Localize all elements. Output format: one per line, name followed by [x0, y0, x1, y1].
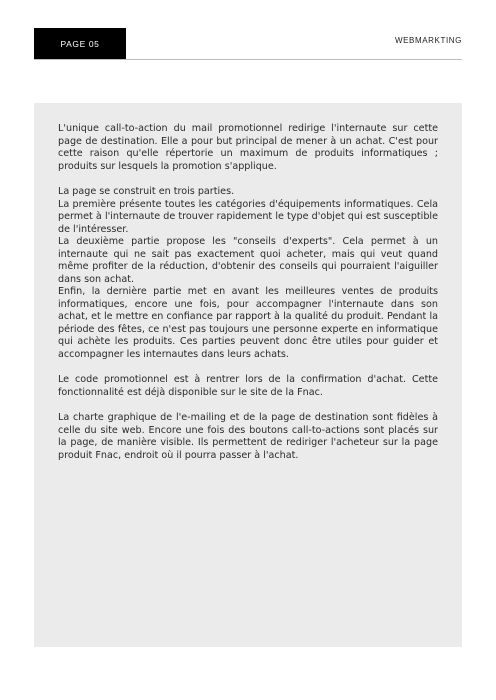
page-number-tab — [34, 28, 126, 60]
brand-label: WEBMARKTING — [394, 36, 462, 45]
paragraph-line: Enfin, la dernière partie met en avant les meilleures ventes de produits informatiques, encore une fois, pour accompagner l'internaute dans son achat, et le mettre en confiance par rapport à la qualité du produit. Pendant la période des fêtes, ce n'est pas toujours une personne experte en informatique qui achète les produits. Ces parties peuvent donc être utiles pour guider et accompagner les internautes dans leurs achats. — [58, 286, 438, 360]
paragraph-line: La charte graphique de l'e-mailing et de la page de destination sont fidèles à celle du site web. Encore une fois des boutons call-to-actions sont placés sur la page, de manière visible. Ils permettent de rediriger l'acheteur sur la page produit Fnac, endroit où il pourra passer à l'achat. — [58, 412, 438, 461]
header-divider — [34, 59, 462, 60]
page-number-label: PAGE 05 — [60, 39, 100, 49]
paragraph-intro — [58, 123, 438, 173]
paragraph-promo-code — [58, 374, 438, 399]
paragraph-line: L'unique call-to-action du mail promotionnel redirige l'internaute sur cette page de destination. Elle a pour but principal de mener à un achat. C'est pour cette raison qu'elle répertorie un maximum de produits informatiques ; produits sur lesquels la promotion s'applique. — [58, 123, 438, 172]
paragraph-line: La page se construit en trois parties. — [58, 186, 235, 197]
paragraph-design — [58, 412, 438, 462]
paragraph-line: La deuxième partie propose les "conseils d'experts". Cela permet à un internaute qui ne sait pas exactement quoi acheter, mais qui veut quand même profiter de la réduction, d'obtenir des conseils qui pourraient l'aiguiller dans son achat. — [58, 236, 438, 285]
content-card — [34, 103, 462, 647]
paragraph-structure — [58, 186, 438, 361]
paragraph-line: Le code promotionnel est à rentrer lors de la confirmation d'achat. Cette fonctionnalité est déjà disponible sur le site de la Fnac. — [58, 374, 438, 398]
paragraph-line: La première présente toutes les catégories d'équipements informatiques. Cela permet à l'internaute de trouver rapidement le type d'objet qui est susceptible de l'intéresser. — [58, 198, 438, 235]
